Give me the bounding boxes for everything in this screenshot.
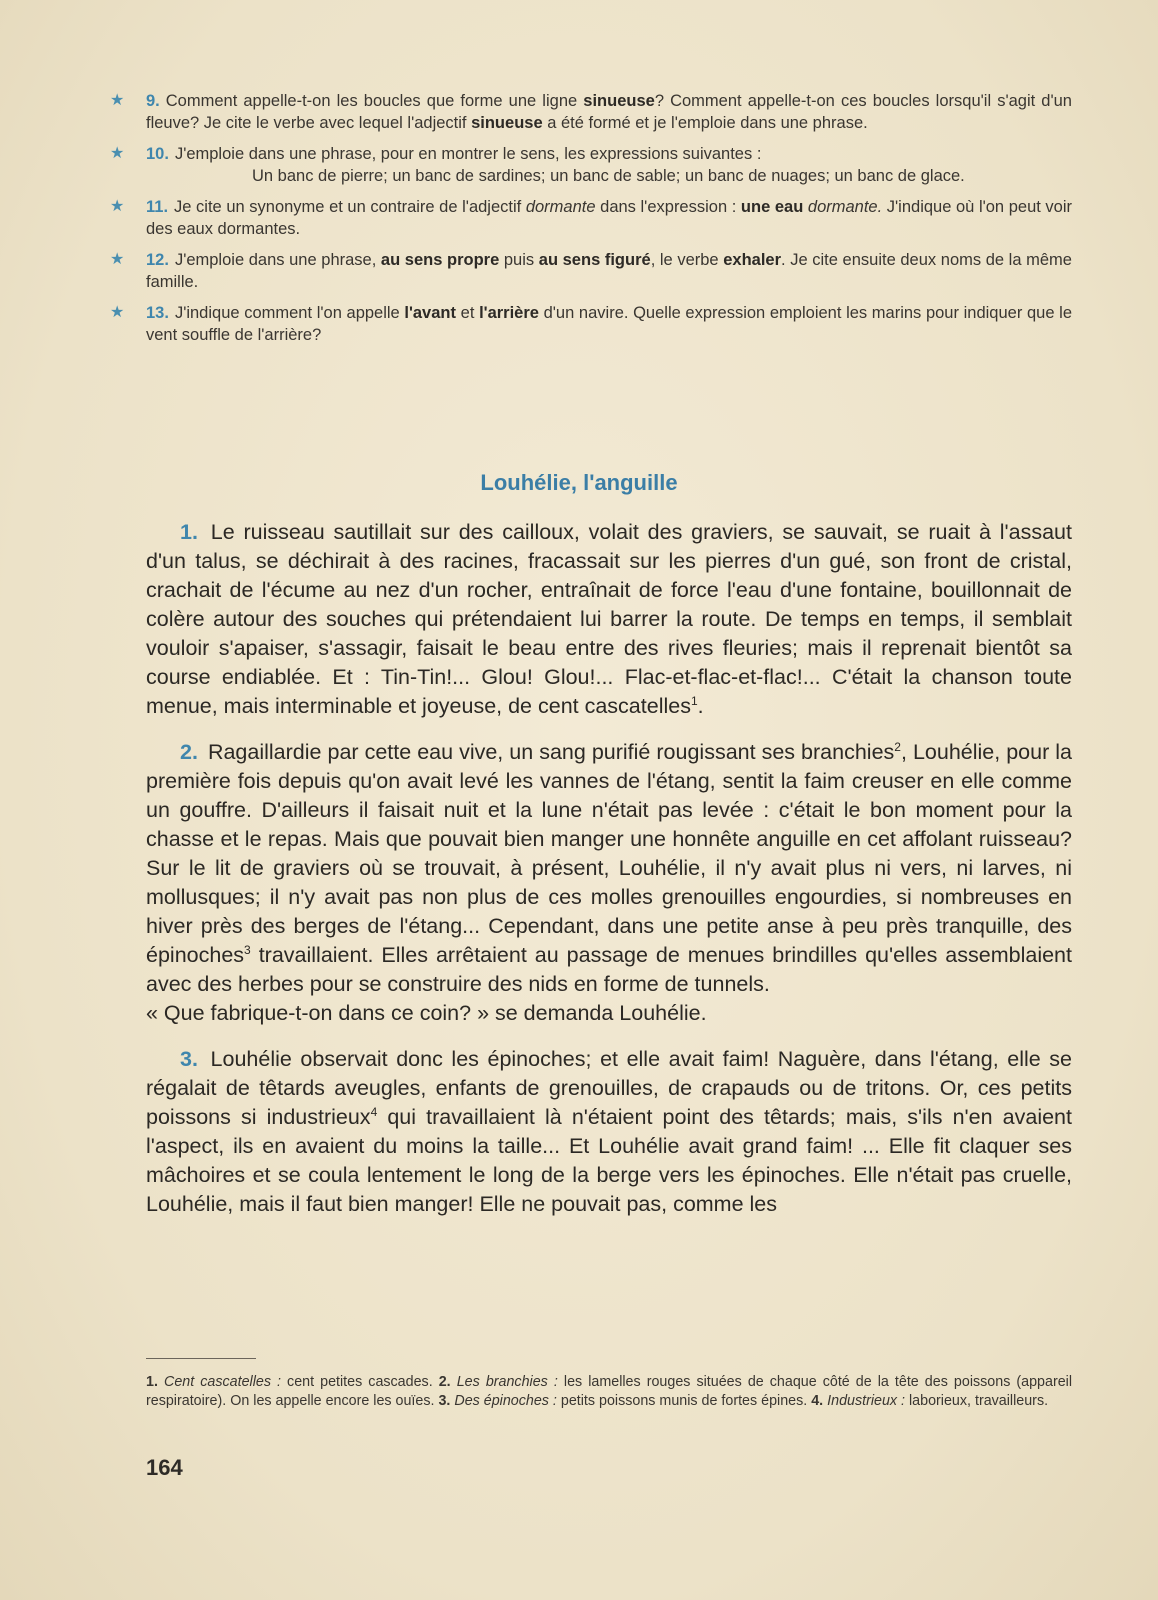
footnotes: 1. Cent cascatelles : cent petites cascades. 2. Les branchies : les lamelles rouges situées de chaque côté de la tête des poissons (appareil respiratoire). On les appelle encore les ouïes. 3. Des épinoches : petits poissons munis de fortes épines. 4. Industrieux : laborieux, travailleurs.	[146, 1374, 1073, 1409]
star-icon: ★	[110, 92, 125, 109]
exercise-item: ★ 12. J'emploie dans une phrase, au sens propre puis au sens figuré, le verbe exhaler. Je cite ensuite deux noms de la même famille.	[110, 251, 1072, 291]
star-icon: ★	[110, 251, 125, 268]
exercise-number: 11.	[146, 198, 169, 216]
exercise-item: ★ 13. J'indique comment l'on appelle l'avant et l'arrière d'un navire. Quelle expression emploient les marins pour indiquer que le vent souffle de l'arrière?	[110, 304, 1072, 344]
paragraph-number: 3.	[180, 1047, 198, 1071]
story-paragraph: 2. Ragaillardie par cette eau vive, un sang purifié rougissant ses branchies$^2$, Louhélie, pour la première fois depuis qu'on avait levé les vannes de l'étang, sentit la faim creuser en elle comme un gouffre. D'ailleurs il faisait nuit et la lune n'était pas levée : c'était le bon moment pour la chasse et le repas. Mais que pouvait bien manger une honnête anguille en cet affolant ruisseau? Sur le lit de graviers où se trouvait, à présent, Louhélie, il n'y avait plus ni vers, ni larves, ni mollusques; il n'y avait pas non plus de ces molles grenouilles engourdies, si nombreuses en hiver près des berges de l'étang... Cependant, dans une petite anse à peu près tranquille, des épinoches$^3$ travaillaient. Elles arrêtaient au passage de menues brindilles qu'elles assemblaient avec des herbes pour se construire des nids en forme de tunnels.	[146, 739, 1072, 996]
exercise-item: ★ 9. Comment appelle-t-on les boucles que forme une ligne sinueuse? Comment appelle-t-on ces boucles lorsqu'il s'agit d'un fleuve? Je cite le verbe avec lequel l'adjectif sinueuse a été formé et je l'emploie dans une phrase.	[110, 92, 1072, 132]
exercise-list	[110, 90, 1072, 355]
star-icon: ★	[110, 145, 125, 162]
page-number: 164	[146, 1455, 183, 1480]
exercise-number: 10.	[146, 145, 169, 163]
star-icon: ★	[110, 304, 125, 321]
footnote-divider	[146, 1358, 256, 1359]
story-title: Louhélie, l'anguille	[480, 470, 678, 495]
exercise-number: 12.	[146, 251, 169, 269]
paragraph-number: 1.	[180, 520, 198, 544]
exercise-number: 9.	[146, 92, 160, 110]
dialogue-line: « Que fabrique-t-on dans ce coin? » se demanda Louhélie.	[146, 1001, 707, 1025]
story-paragraph: 1. Le ruisseau sautillait sur des cailloux, volait des graviers, se sauvait, se ruait à l'assaut d'un talus, se déchirait à des racines, fracassait sur les pierres d'un gué, son front de cristal, crachait de l'écume au nez d'un rocher, entraînait de force l'eau d'une fontaine, bouillonnait de colère autour des souches qui prétendaient lui barrer la route. De temps en temps, il semblait vouloir s'apaiser, s'assagir, faisait le beau entre des rives fleuries; mais il reprenait bientôt sa course endiablée. Et : Tin-Tin!... Glou! Glou!... Flac-et-flac-et-flac!... C'était la chanson toute menue, mais interminable et joyeuse, de cent cascatelles$^1$.	[146, 520, 1072, 718]
exercise-item: ★ 11. Je cite un synonyme et un contraire de l'adjectif dormante dans l'expression : une eau dormante. J'indique où l'on peut voir des eaux dormantes.	[110, 198, 1073, 238]
footnote-ref: 3	[244, 942, 251, 957]
story-text	[146, 518, 1072, 1236]
story-paragraph: 3. Louhélie observait donc les épinoches; et elle avait faim! Naguère, dans l'étang, elle se régalait de têtards aveugles, enfants de grenouilles, de crapauds ou de tritons. Or, ces petits poissons si industrieux$^4$ qui travaillaient là n'étaient point des têtards; mais, s'ils n'en avaient l'aspect, ils en avaient du moins la taille... Et Louhélie avait grand faim! ... Elle fit claquer ses mâchoires et se coula lentement le long de la berge vers les épinoches. Elle n'était pas cruelle, Louhélie, mais il faut bien manger! Elle ne pouvait pas, comme les	[146, 1047, 1073, 1216]
footnote-ref: 1	[690, 693, 698, 708]
exercise-item: ★ 10. J'emploie dans une phrase, pour en montrer le sens, les expressions suivantes : Un banc de pierre; un banc de sardines; un banc de sable; un banc de nuages; un banc de glace.	[110, 145, 965, 185]
star-icon: ★	[110, 198, 125, 215]
exercise-number: 13.	[146, 304, 169, 322]
paragraph-number: 2.	[180, 740, 198, 764]
footnote-ref: 4	[370, 1104, 378, 1119]
footnote-ref: 2	[894, 739, 901, 754]
